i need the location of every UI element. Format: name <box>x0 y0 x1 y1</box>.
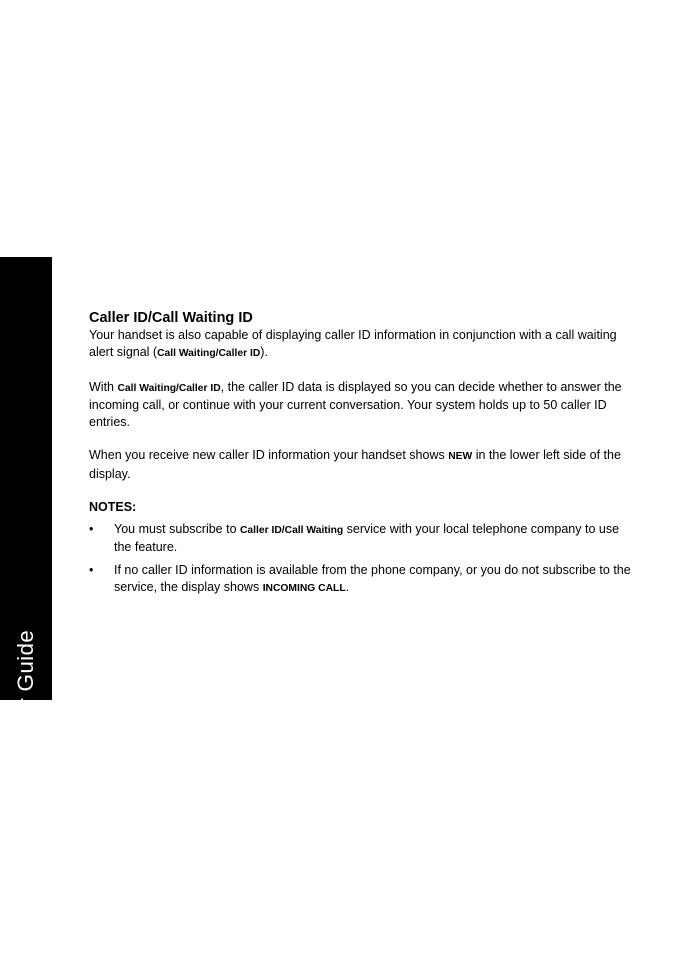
paragraph-text: When you receive new caller ID information your handset shows <box>89 448 449 463</box>
ui-term: NEW <box>448 451 473 463</box>
bullet-icon: • <box>89 562 94 577</box>
section-heading: Caller ID/Call Waiting ID <box>89 310 253 326</box>
note-item <box>89 562 634 598</box>
paragraph-intro <box>89 327 634 363</box>
paragraph-text: ). <box>260 345 268 360</box>
paragraph-text: , the caller ID data is displayed so you can decide whether to answer the incoming call, or continue with your current conversation. Your system holds up to 50 caller ID entries. <box>89 379 622 430</box>
note-text: If no caller ID information is available from the phone company, or you do not subscribe to the service, the display shows <box>114 562 631 594</box>
page-number: 24 <box>19 899 33 913</box>
paragraph-text: With <box>89 379 118 394</box>
page-content <box>89 309 634 602</box>
paragraph-feature <box>89 379 634 432</box>
note-item <box>89 521 634 557</box>
notes-heading: NOTES: <box>89 500 137 515</box>
note-text: You must subscribe to <box>114 522 240 537</box>
note-text: . <box>345 579 350 594</box>
bullet-icon: • <box>89 522 94 537</box>
ui-term: Call Waiting/Caller ID <box>117 382 221 394</box>
paragraph-text: in the lower left side of the display. <box>89 448 621 481</box>
paragraph-new-indicator <box>89 447 634 483</box>
guide-title: MD7151 User Guide <box>13 629 38 841</box>
ui-term: Call Waiting/Caller ID <box>157 348 261 360</box>
note-text: service with your local telephone company to use the feature. <box>114 522 620 555</box>
notes-list <box>89 521 634 597</box>
ui-term: INCOMING CALL <box>262 582 346 594</box>
paragraph-text: Your handset is also capable of displaying caller ID information in conjunction with a call waiting alert signal ( <box>89 328 617 360</box>
side-tab <box>0 257 52 913</box>
ui-term: Caller ID/Call Waiting <box>240 525 344 537</box>
